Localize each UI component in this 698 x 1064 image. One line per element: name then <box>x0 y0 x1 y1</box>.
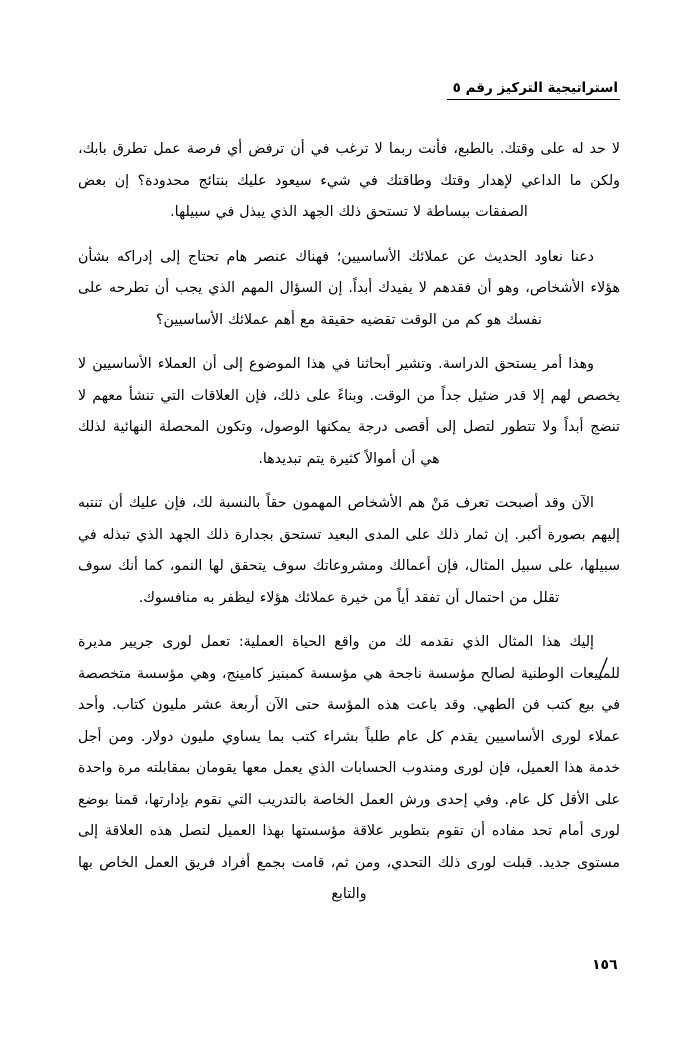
page-number: ١٥٦ <box>592 957 618 973</box>
paragraph: الآن وقد أصبحت تعرف مَنْ هم الأشخاص المهمون حقاً بالنسبة لك، فإن عليك أن تنتبه إليهم بصورة أكبر. إن ثمار ذلك على المدى البعيد تستحق بجدارة ذلك الجهد الذي تبذله في سبيلها، على سبيل المثال، فإن أعمالك ومشروعاتك سوف يتحقق لها النمو، كما أنك سوف تقلل من احتمال أن تفقد أياً من خيرة عملائك هؤلاء ليظفر به منافسوك. <box>78 495 620 606</box>
running-head <box>78 74 620 100</box>
running-head-text: استراتيجية التركيز رقم ٥ <box>452 80 618 97</box>
paragraph: وهذا أمر يستحق الدراسة. وتشير أبحاثنا في هذا الموضوع إلى أن العملاء الأساسيين لا يخصص لهم إلا قدر ضئيل جداً من الوقت. وبناءً على ذلك، فإن العلاقات التي تنشأ معهم لا تنضج أبداً ولا تتطور لتصل إلى أقصى درجة يمكنها الوصول، وتكون المحصلة النهائية لذلك هي أن أموالاً كثيرة يتم تبديدها. <box>78 356 620 467</box>
paragraph: دعنا نعاود الحديث عن عملائك الأساسيين؛ فهناك عنصر هام تحتاج إلى إدراكه بشأن هؤلاء الأشخاص، وهو أن فقدهم لا يفيدك أبداً. إن السؤال المهم الذي يجب أن تطرحه على نفسك هو كم من الوقت تقضيه حقيقة مع أهم عملائك الأساسيين؟ <box>78 248 620 328</box>
running-head-rule <box>447 77 620 100</box>
paragraph: لا حد له على وقتك. بالطبع، فأنت ربما لا ترغب في أن ترفض أي فرصة عمل تطرق بابك، ولكن ما الداعي لإهدار وقتك وطاقتك في شيء سيعود عليك بنتائج محدودة؟ إن بعض الصفقات ببساطة لا تستحق ذلك الجهد الذي يبذل في سبيلها. <box>78 141 620 220</box>
paragraph: إليك هذا المثال الذي نقدمه لك من واقع الحياة العملية: تعمل لورى جريير مديرة للمبيعات الوطنية لصالح مؤسسة ناجحة هي مؤسسة كمبنيز كامينج، وهي مؤسسة متخصصة في بيع كتب فن الطهي. وقد باعت هذه المؤسة حتى الآن أربعة عشر مليون كتاب. وأحد عملاء لورى الأساسيين يقدم كل عام طلباً بشراء كتب بما يساوي مليون دولار. ومن أجل خدمة هذا العميل، فإن لورى ومندوب الحسابات الذي يعمل معها يقومان بمقابلته مرة واحدة على الأقل كل عام. وفي إحدى ورش العمل الخاصة بالتدريب التي نقوم بإدارتها، قمنا بوضع لورى أمام تحد مفاده أن تقوم بتطوير علاقة مؤسستها بهذا العميل لتصل هذه العلاقة إلى مستوى جديد. قبلت لورى ذلك التحدي، ومن ثم، قامت بجمع أفراد فريق العمل الخاص بها والتابع <box>78 634 620 902</box>
body-text-block <box>78 134 620 911</box>
